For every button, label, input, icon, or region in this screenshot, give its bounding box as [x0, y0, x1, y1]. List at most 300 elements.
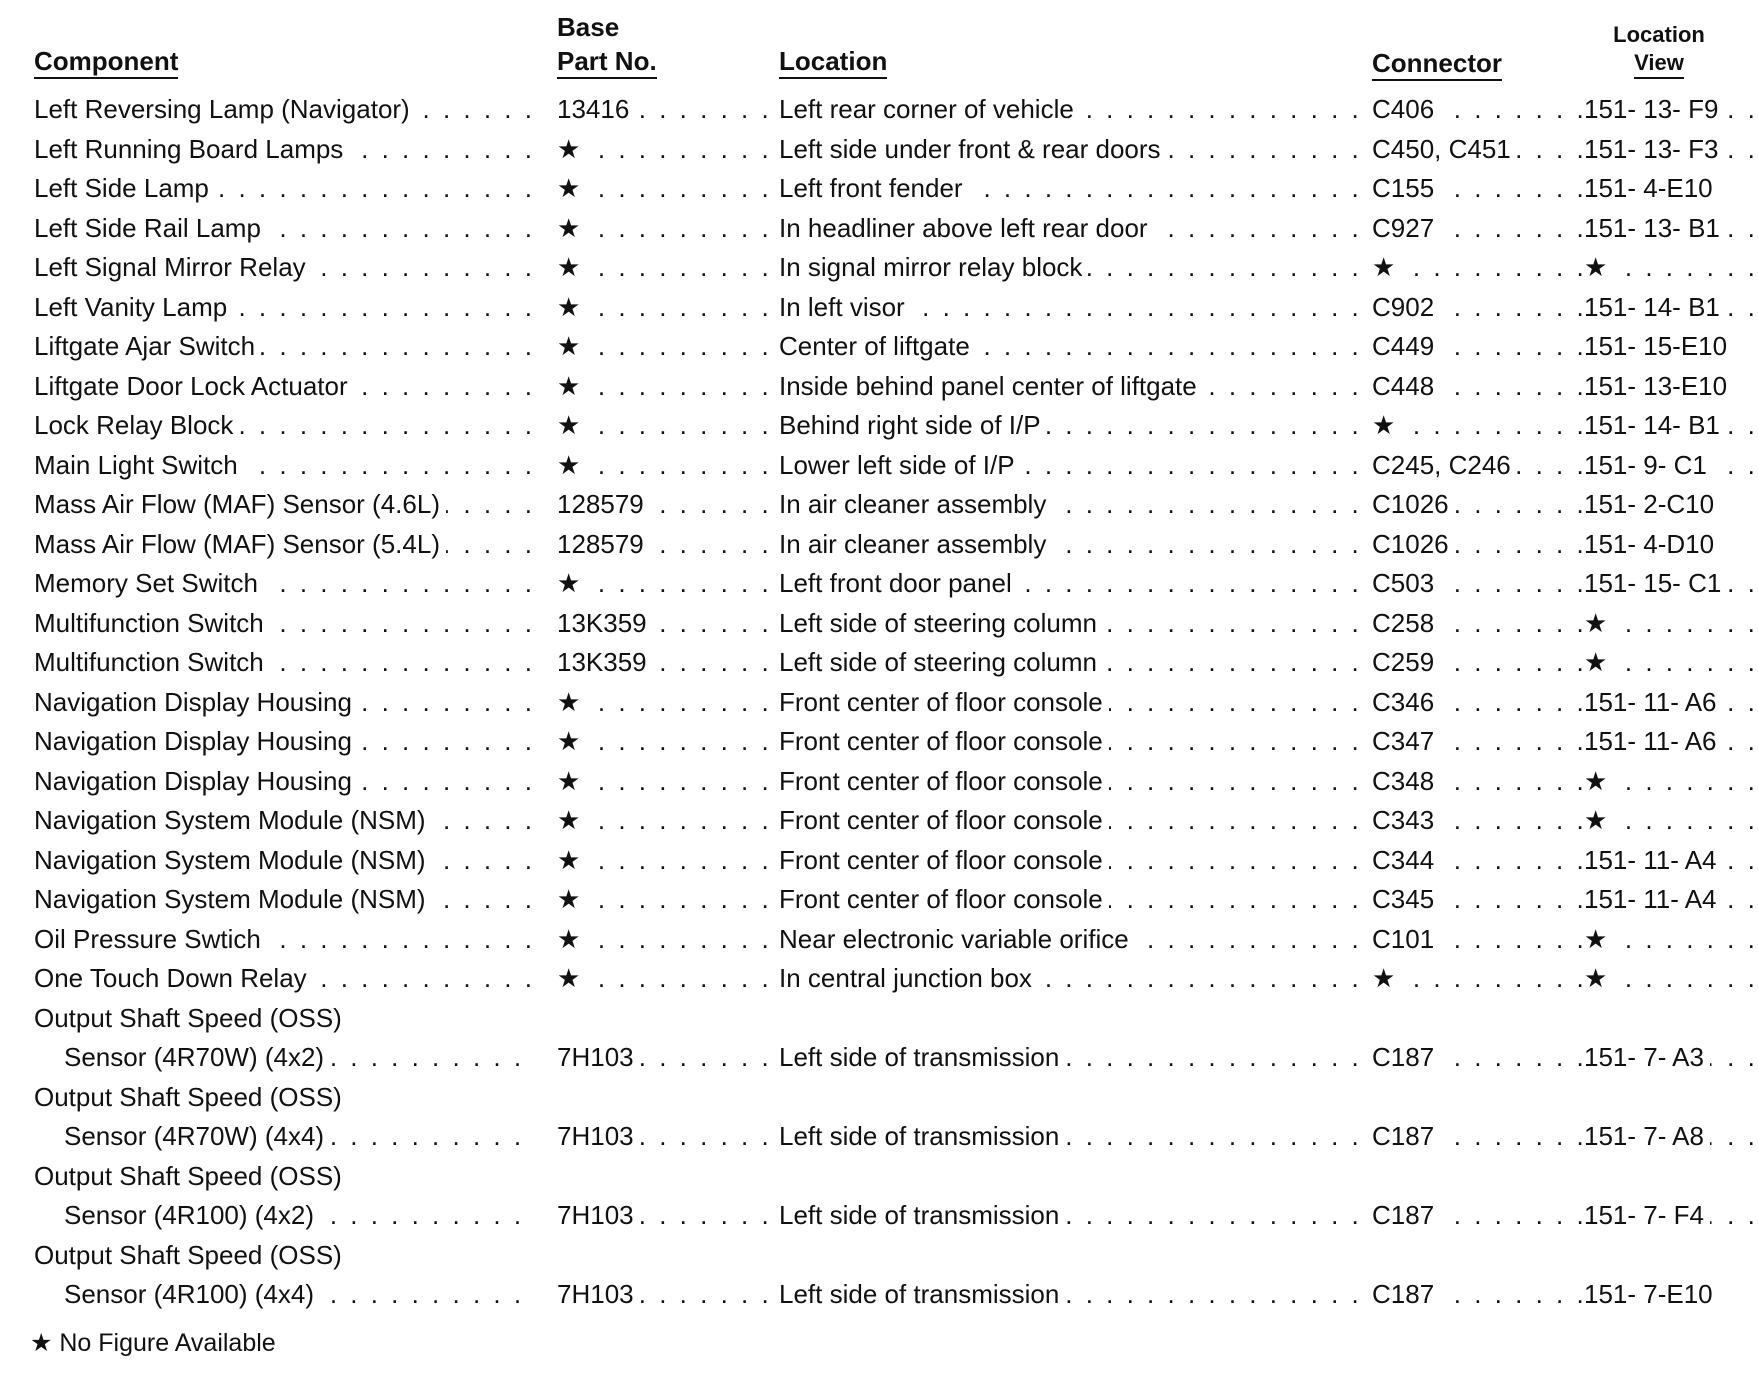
cell-connector-text: ★: [1372, 252, 1401, 282]
cell-location-text: Left side of transmission: [779, 1042, 1065, 1072]
cell-component-text: Navigation System Module (NSM): [34, 805, 432, 835]
header-part-no-label: Part No.: [557, 46, 657, 79]
cell-component-text: Mass Air Flow (MAF) Sensor (4.6L): [34, 489, 446, 519]
cell-part-number: [557, 485, 769, 525]
cell-location-view: [1584, 643, 1758, 683]
cell-part-number-text: ★: [557, 252, 586, 282]
cell-location-view: [1584, 762, 1758, 802]
cell-location-view: [1584, 1038, 1758, 1078]
table-row: [0, 564, 1758, 604]
table-row: [0, 130, 1758, 170]
cell-location-view-text: 151- 11- A4: [1584, 845, 1723, 875]
cell-part-number-text: [557, 1082, 563, 1112]
cell-location-text: [779, 1003, 785, 1033]
cell-location: [779, 880, 1359, 920]
table-row: [0, 525, 1758, 565]
cell-location-text: Left side of transmission: [779, 1200, 1065, 1230]
header-component-label: Component: [34, 46, 178, 79]
cell-component: [34, 920, 534, 960]
cell-location-view: [1584, 130, 1758, 170]
cell-connector: [1372, 1078, 1582, 1118]
cell-component: [34, 406, 534, 446]
cell-component-text: Sensor (4R70W) (4x2): [64, 1042, 330, 1072]
cell-connector: [1372, 169, 1582, 209]
cell-component: [34, 604, 534, 644]
cell-location: [779, 801, 1359, 841]
cell-location: [779, 406, 1359, 446]
cell-connector-text: C155: [1372, 173, 1440, 203]
cell-location-view: [1584, 406, 1758, 446]
cell-location: [779, 1078, 1359, 1118]
cell-part-number: [557, 327, 769, 367]
cell-location: [779, 564, 1359, 604]
cell-connector: [1372, 1236, 1582, 1276]
cell-location-text: Left side of steering column: [779, 608, 1103, 638]
cell-connector-text: C259: [1372, 647, 1440, 677]
cell-connector: [1372, 327, 1582, 367]
cell-part-number: [557, 1117, 769, 1157]
cell-part-number-text: ★: [557, 213, 586, 243]
cell-component-text: Sensor (4R70W) (4x4): [64, 1121, 330, 1151]
cell-part-number: [557, 248, 769, 288]
cell-connector-text: C245, C246: [1372, 450, 1517, 480]
cell-location: [779, 248, 1359, 288]
cell-location-view-text: 151- 7-E10: [1584, 1279, 1719, 1309]
cell-component: [34, 130, 534, 170]
cell-location-text: Inside behind panel center of liftgate: [779, 371, 1203, 401]
cell-connector: [1372, 1038, 1582, 1078]
cell-location: [779, 920, 1359, 960]
cell-component: [34, 367, 534, 407]
cell-part-number: [557, 564, 769, 604]
table-row: [0, 327, 1758, 367]
table-row: [0, 1117, 1758, 1157]
cell-connector-text: C406: [1372, 94, 1440, 124]
cell-part-number: [557, 604, 769, 644]
cell-part-number: [557, 1038, 769, 1078]
cell-connector-text: C927: [1372, 213, 1440, 243]
cell-part-number-text: ★: [557, 687, 586, 717]
cell-connector-text: C450, C451: [1372, 134, 1517, 164]
table-row: [0, 920, 1758, 960]
cell-part-number: [557, 209, 769, 249]
cell-location-text: In air cleaner assembly: [779, 489, 1052, 519]
cell-connector-text: [1372, 1003, 1378, 1033]
cell-location-text: [779, 1161, 785, 1191]
cell-location-view-text: 151- 7- A8: [1584, 1121, 1710, 1151]
cell-part-number-text: ★: [557, 410, 586, 440]
cell-component: [34, 880, 534, 920]
cell-location-text: Center of liftgate: [779, 331, 976, 361]
cell-connector-text: C258: [1372, 608, 1440, 638]
table-row: [0, 485, 1758, 525]
cell-location-view: [1584, 920, 1758, 960]
cell-part-number: [557, 643, 769, 683]
table-row: [0, 1196, 1758, 1236]
cell-location: [779, 722, 1359, 762]
cell-part-number-text: 7H103: [557, 1042, 640, 1072]
cell-location-view-text: ★: [1584, 252, 1613, 282]
cell-location: [779, 1117, 1359, 1157]
cell-location-view-text: 151- 13- B1: [1584, 213, 1726, 243]
table-row: [0, 367, 1758, 407]
cell-component: [34, 169, 534, 209]
cell-location: [779, 367, 1359, 407]
cell-connector: [1372, 722, 1582, 762]
table-row: [0, 1275, 1758, 1315]
cell-part-number-text: ★: [557, 568, 586, 598]
cell-component-text: Navigation Display Housing: [34, 687, 358, 717]
cell-location-view-text: 151- 14- B1: [1584, 410, 1726, 440]
cell-connector: [1372, 999, 1582, 1039]
cell-location: [779, 999, 1359, 1039]
cell-component-text: Oil Pressure Swtich: [34, 924, 267, 954]
cell-component-text: Liftgate Ajar Switch: [34, 331, 261, 361]
table-row: [0, 90, 1758, 130]
cell-location-view: [1584, 485, 1758, 525]
table-row: [0, 1078, 1758, 1118]
cell-location: [779, 1236, 1359, 1276]
cell-connector-text: C1026: [1372, 529, 1455, 559]
table-row: [0, 999, 1758, 1039]
cell-component-text: Navigation Display Housing: [34, 766, 358, 796]
cell-connector-text: C187: [1372, 1042, 1440, 1072]
cell-location-view-text: 151- 4-D10: [1584, 529, 1720, 559]
cell-connector-text: C503: [1372, 568, 1440, 598]
cell-component-text: Left Side Rail Lamp: [34, 213, 267, 243]
table-row: [0, 1157, 1758, 1197]
cell-component-text: Sensor (4R100) (4x4): [64, 1279, 320, 1309]
cell-part-number-text: ★: [557, 884, 586, 914]
header-connector: [1372, 48, 1502, 81]
cell-part-number: [557, 880, 769, 920]
cell-connector-text: C187: [1372, 1121, 1440, 1151]
cell-location-view: [1584, 604, 1758, 644]
cell-component-text: Liftgate Door Lock Actuator: [34, 371, 354, 401]
cell-part-number: [557, 1236, 769, 1276]
cell-component-text: Output Shaft Speed (OSS): [34, 1161, 348, 1191]
table-row: [0, 643, 1758, 683]
cell-location-view-text: [1584, 1240, 1590, 1270]
cell-location: [779, 327, 1359, 367]
component-table: [0, 90, 1758, 1315]
cell-location-view: [1584, 446, 1758, 486]
cell-location-view: [1584, 169, 1758, 209]
cell-component: [34, 683, 534, 723]
cell-component-text: One Touch Down Relay: [34, 963, 313, 993]
cell-part-number-text: ★: [557, 924, 586, 954]
header-connector-label: Connector: [1372, 48, 1502, 81]
cell-location-view-text: 151- 13- F9: [1584, 94, 1724, 124]
cell-location-view-text: [1584, 1003, 1590, 1033]
cell-location-view: [1584, 683, 1758, 723]
cell-part-number-text: 7H103: [557, 1121, 640, 1151]
cell-part-number-text: ★: [557, 726, 586, 756]
cell-part-number: [557, 801, 769, 841]
cell-location-text: Front center of floor console: [779, 726, 1109, 756]
header-base: Base: [557, 12, 620, 42]
table-row: [0, 762, 1758, 802]
cell-location-view: [1584, 801, 1758, 841]
cell-component: [64, 1117, 534, 1157]
cell-connector: [1372, 564, 1582, 604]
cell-location-view: [1584, 1078, 1758, 1118]
cell-location-view-text: ★: [1584, 924, 1613, 954]
cell-component: [34, 90, 534, 130]
cell-location: [779, 1038, 1359, 1078]
cell-connector: [1372, 643, 1582, 683]
cell-part-number: [557, 525, 769, 565]
cell-part-number: [557, 169, 769, 209]
header-component: [34, 46, 178, 79]
cell-connector: [1372, 1117, 1582, 1157]
cell-component-text: Memory Set Switch: [34, 568, 264, 598]
cell-component: [34, 1078, 534, 1118]
cell-location-view-text: 151- 15- C1: [1584, 568, 1727, 598]
cell-location-text: Left front door panel: [779, 568, 1018, 598]
cell-location: [779, 762, 1359, 802]
table-row: [0, 959, 1758, 999]
cell-location-text: Left side of transmission: [779, 1121, 1065, 1151]
cell-component-text: Left Reversing Lamp (Navigator): [34, 94, 416, 124]
cell-component-text: Left Vanity Lamp: [34, 292, 233, 322]
cell-component: [64, 1038, 534, 1078]
cell-component: [34, 762, 534, 802]
cell-component-text: Multifunction Switch: [34, 647, 270, 677]
cell-location-view-text: 151- 13- F3: [1584, 134, 1724, 164]
cell-location-text: Left side under front & rear doors: [779, 134, 1167, 164]
table-row: [0, 722, 1758, 762]
cell-connector: [1372, 130, 1582, 170]
cell-component: [34, 485, 534, 525]
header-location-view-label: View: [1634, 50, 1684, 79]
header-part-no: [557, 46, 657, 79]
cell-connector: [1372, 525, 1582, 565]
table-row: [0, 1038, 1758, 1078]
cell-location: [779, 959, 1359, 999]
cell-connector: [1372, 446, 1582, 486]
cell-component: [34, 643, 534, 683]
cell-component: [34, 525, 534, 565]
cell-part-number: [557, 288, 769, 328]
cell-location-view: [1584, 959, 1758, 999]
cell-part-number-text: 128579: [557, 489, 650, 519]
cell-location-view: [1584, 880, 1758, 920]
cell-connector: [1372, 880, 1582, 920]
cell-location-view: [1584, 722, 1758, 762]
cell-part-number-text: ★: [557, 766, 586, 796]
cell-part-number: [557, 722, 769, 762]
cell-part-number-text: 7H103: [557, 1279, 640, 1309]
cell-part-number-text: ★: [557, 331, 586, 361]
header-location-view-line2: [1592, 50, 1726, 79]
cell-component-text: Left Signal Mirror Relay: [34, 252, 312, 282]
cell-connector-text: ★: [1372, 410, 1401, 440]
cell-part-number: [557, 683, 769, 723]
cell-location-text: Front center of floor console: [779, 805, 1109, 835]
cell-part-number-text: ★: [557, 805, 586, 835]
cell-location: [779, 1196, 1359, 1236]
cell-location-view: [1584, 1236, 1758, 1276]
cell-component-text: Main Light Switch: [34, 450, 244, 480]
cell-location-text: In headliner above left rear door: [779, 213, 1154, 243]
cell-connector-text: C348: [1372, 766, 1440, 796]
cell-part-number-text: ★: [557, 963, 586, 993]
cell-component-text: Navigation System Module (NSM): [34, 845, 432, 875]
cell-location-text: Left rear corner of vehicle: [779, 94, 1080, 124]
cell-component: [34, 327, 534, 367]
cell-location-view: [1584, 367, 1758, 407]
table-row: [0, 288, 1758, 328]
cell-component: [34, 209, 534, 249]
cell-part-number-text: [557, 1240, 563, 1270]
cell-location-view-text: 151- 14- B1: [1584, 292, 1726, 322]
cell-connector-text: C449: [1372, 331, 1440, 361]
cell-part-number-text: 13416: [557, 94, 635, 124]
cell-component: [34, 564, 534, 604]
cell-connector-text: C346: [1372, 687, 1440, 717]
cell-location-text: Left side of steering column: [779, 647, 1103, 677]
cell-location-text: [779, 1240, 785, 1270]
cell-location-text: Left front fender: [779, 173, 969, 203]
cell-connector-text: C347: [1372, 726, 1440, 756]
cell-connector-text: C187: [1372, 1279, 1440, 1309]
cell-part-number-text: 7H103: [557, 1200, 640, 1230]
cell-location-view-text: [1584, 1082, 1590, 1112]
cell-component: [34, 999, 534, 1039]
cell-location: [779, 446, 1359, 486]
cell-component: [34, 1157, 534, 1197]
cell-connector-text: ★: [1372, 963, 1401, 993]
cell-component-text: Output Shaft Speed (OSS): [34, 1240, 348, 1270]
cell-part-number-text: ★: [557, 371, 586, 401]
cell-connector: [1372, 209, 1582, 249]
cell-connector: [1372, 90, 1582, 130]
table-row: [0, 248, 1758, 288]
cell-connector: [1372, 288, 1582, 328]
cell-connector: [1372, 485, 1582, 525]
cell-connector-text: C1026: [1372, 489, 1455, 519]
cell-location-view: [1584, 1117, 1758, 1157]
cell-connector: [1372, 1196, 1582, 1236]
cell-connector: [1372, 762, 1582, 802]
cell-component-text: Sensor (4R100) (4x2): [64, 1200, 320, 1230]
cell-connector: [1372, 841, 1582, 881]
cell-connector: [1372, 683, 1582, 723]
cell-location-text: Front center of floor console: [779, 766, 1109, 796]
cell-location: [779, 604, 1359, 644]
cell-part-number-text: ★: [557, 845, 586, 875]
cell-location-view: [1584, 90, 1758, 130]
cell-connector-text: [1372, 1082, 1378, 1112]
table-row: [0, 406, 1758, 446]
cell-component: [64, 1196, 534, 1236]
cell-location-view: [1584, 564, 1758, 604]
cell-connector: [1372, 920, 1582, 960]
footnote: ★ No Figure Available: [30, 1329, 276, 1357]
cell-location-view: [1584, 525, 1758, 565]
cell-location-view: [1584, 288, 1758, 328]
cell-location-view-text: 151- 13-E10: [1584, 371, 1733, 401]
cell-part-number: [557, 1275, 769, 1315]
cell-part-number-text: ★: [557, 450, 586, 480]
table-row: [0, 880, 1758, 920]
cell-location-view: [1584, 841, 1758, 881]
table-row: [0, 446, 1758, 486]
cell-part-number-text: ★: [557, 173, 586, 203]
cell-component: [34, 722, 534, 762]
cell-component: [34, 801, 534, 841]
cell-part-number: [557, 920, 769, 960]
cell-location: [779, 169, 1359, 209]
cell-location-view-text: 151- 7- F4: [1584, 1200, 1710, 1230]
cell-connector-text: C187: [1372, 1200, 1440, 1230]
cell-location: [779, 288, 1359, 328]
table-row: [0, 1236, 1758, 1276]
cell-location-view: [1584, 1275, 1758, 1315]
cell-part-number: [557, 90, 769, 130]
cell-component-text: Mass Air Flow (MAF) Sensor (5.4L): [34, 529, 446, 559]
cell-location-view: [1584, 248, 1758, 288]
cell-component: [34, 959, 534, 999]
cell-location-text: In left visor: [779, 292, 911, 322]
cell-location-view-text: 151- 7- A3: [1584, 1042, 1710, 1072]
cell-location: [779, 130, 1359, 170]
cell-connector: [1372, 1157, 1582, 1197]
cell-connector-text: C902: [1372, 292, 1440, 322]
cell-location-view: [1584, 1157, 1758, 1197]
cell-location: [779, 1275, 1359, 1315]
cell-location-view: [1584, 1196, 1758, 1236]
cell-part-number: [557, 762, 769, 802]
cell-component-text: Output Shaft Speed (OSS): [34, 1003, 348, 1033]
cell-location-view-text: 151- 4-E10: [1584, 173, 1719, 203]
cell-part-number-text: 13K359: [557, 608, 653, 638]
cell-connector-text: C448: [1372, 371, 1440, 401]
cell-component-text: Multifunction Switch: [34, 608, 270, 638]
cell-location-view-text: [1584, 1161, 1590, 1191]
cell-connector: [1372, 248, 1582, 288]
cell-location-text: Behind right side of I/P: [779, 410, 1047, 440]
cell-location-view-text: ★: [1584, 647, 1613, 677]
cell-component: [34, 446, 534, 486]
header-location-view-line1: Location: [1613, 22, 1705, 47]
cell-connector-text: C344: [1372, 845, 1440, 875]
cell-part-number: [557, 999, 769, 1039]
cell-location: [779, 525, 1359, 565]
cell-location: [779, 90, 1359, 130]
cell-location-view-text: ★: [1584, 963, 1613, 993]
cell-location: [779, 209, 1359, 249]
cell-location-text: In signal mirror relay block: [779, 252, 1088, 282]
cell-component: [34, 288, 534, 328]
cell-connector-text: [1372, 1240, 1378, 1270]
cell-location-view-text: 151- 2-C10: [1584, 489, 1720, 519]
cell-part-number: [557, 1196, 769, 1236]
cell-part-number: [557, 959, 769, 999]
cell-connector: [1372, 406, 1582, 446]
cell-location-view: [1584, 999, 1758, 1039]
cell-component-text: Navigation System Module (NSM): [34, 884, 432, 914]
cell-location-text: Front center of floor console: [779, 884, 1109, 914]
cell-connector: [1372, 1275, 1582, 1315]
cell-component: [34, 1236, 534, 1276]
cell-location: [779, 643, 1359, 683]
cell-part-number: [557, 1078, 769, 1118]
cell-location-view-text: 151- 15-E10: [1584, 331, 1733, 361]
cell-connector-text: C101: [1372, 924, 1440, 954]
cell-part-number: [557, 1157, 769, 1197]
